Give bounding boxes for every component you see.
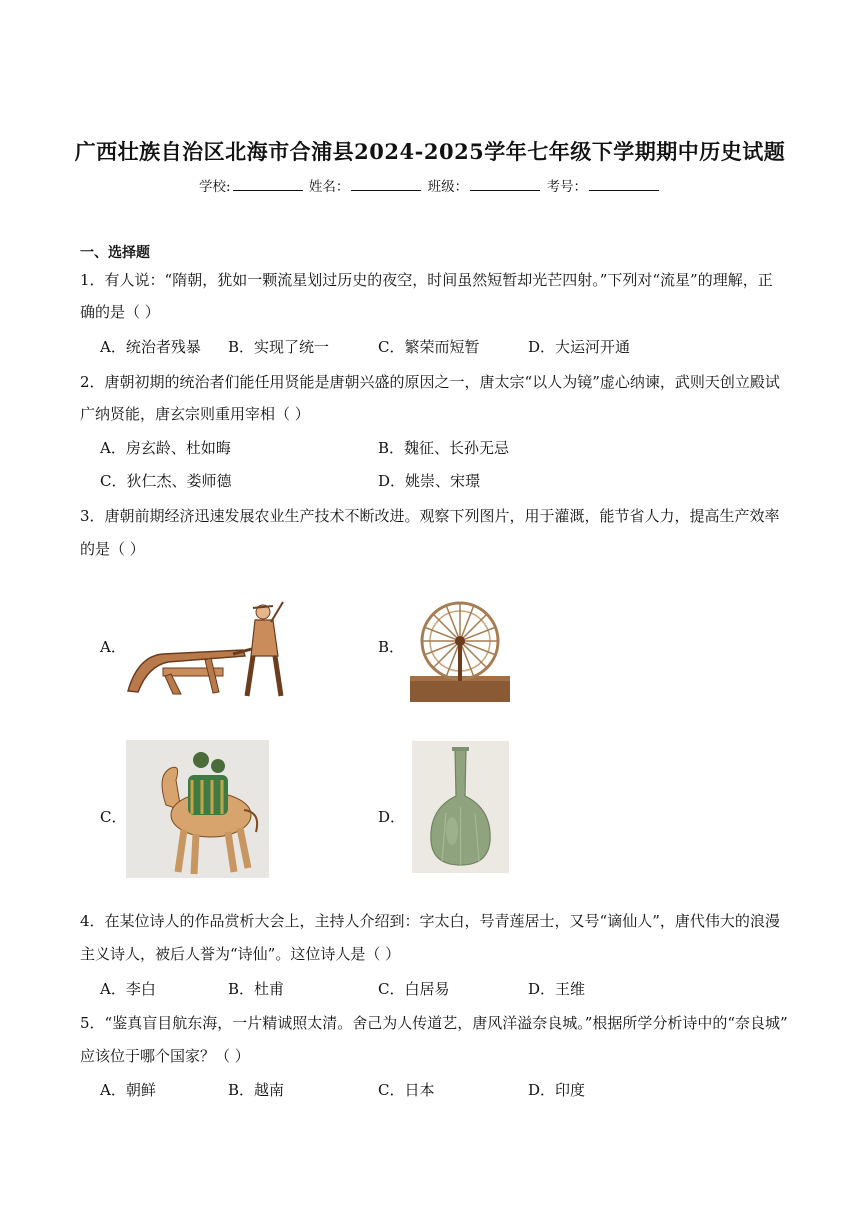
- student-info-line: [0, 175, 860, 195]
- question-4-option-b[interactable]: B．杜甫: [228, 980, 285, 998]
- question-4-option-c[interactable]: C．白居易: [378, 980, 450, 998]
- question-5-option-c[interactable]: C．日本: [378, 1081, 435, 1099]
- school-label: 学校:: [199, 179, 231, 195]
- question-2-option-c[interactable]: C．狄仁杰、娄师德: [100, 472, 232, 490]
- celadon-vase-image: [412, 741, 509, 873]
- question-3-option-b[interactable]: B．: [378, 638, 405, 656]
- question-2-option-a[interactable]: A．房玄龄、杜如晦: [100, 439, 231, 457]
- class-label: 班级：: [427, 179, 469, 195]
- question-4-option-d[interactable]: D．王维: [528, 980, 586, 998]
- tricolor-camel-image: [126, 740, 269, 878]
- section-heading: 一、选择题: [80, 245, 150, 261]
- school-blank[interactable]: [233, 178, 303, 191]
- question-5-option-a[interactable]: A．朝鲜: [100, 1081, 156, 1099]
- question-1-line-2: 确的是（ ）: [80, 303, 160, 321]
- question-1-option-a[interactable]: A．统治者残暴: [100, 338, 201, 356]
- question-2-option-b[interactable]: B．魏征、长孙无忌: [378, 439, 510, 457]
- question-3-option-c[interactable]: C．: [100, 808, 127, 826]
- question-5-option-d[interactable]: D．印度: [528, 1081, 586, 1099]
- question-2-option-d[interactable]: D．姚崇、宋璟: [378, 472, 481, 490]
- question-2-line-2: 广纳贤能，唐玄宗则重用宰相（ ）: [80, 405, 310, 423]
- question-1-option-d[interactable]: D．大运河开通: [528, 338, 631, 356]
- question-4-line-1: 4．在某位诗人的作品赏析大会上，主持人介绍到：字太白，号青莲居士，又号“谪仙人”，唐代伟大的浪漫: [80, 912, 780, 930]
- question-3-option-d[interactable]: D．: [378, 808, 406, 826]
- question-2-line-1: 2．唐朝初期的统治者们能任用贤能是唐朝兴盛的原因之一，唐太宗“以人为镜”虚心纳谏，武则天创立殿试: [80, 373, 780, 391]
- waterwheel-image: [410, 596, 510, 702]
- question-5-line-2: 应该位于哪个国家？（ ）: [80, 1047, 250, 1065]
- question-3-option-a[interactable]: A．: [100, 638, 126, 656]
- question-5-option-b[interactable]: B．越南: [228, 1081, 285, 1099]
- question-1-line-1: 1．有人说：“隋朝，犹如一颗流星划过历史的夜空，时间虽然短暂却光芒四射。”下列对“流星”的理解，正: [80, 271, 773, 289]
- question-3-line-1: 3．唐朝前期经济迅速发展农业生产技术不断改进。观察下列图片，用于灌溉，能节省人力，提高生产效率: [80, 507, 780, 525]
- exam-number-label: 考号：: [546, 179, 587, 195]
- question-3-line-2: 的是（ ）: [80, 540, 145, 558]
- question-5-line-1: 5．“鉴真盲目航东海，一片精诚照太清。舍己为人传道艺，唐风洋溢奈良城。”根据所学分析诗中的“奈良城”: [80, 1014, 788, 1032]
- page-title: 广西壮族自治区北海市合浦县2024-2025学年七年级下学期期中历史试题: [74, 139, 786, 164]
- question-4-line-2: 主义诗人，被后人誉为“诗仙”。这位诗人是（ ）: [80, 945, 401, 963]
- plough-image: [123, 596, 288, 702]
- exam-number-blank[interactable]: [589, 178, 659, 191]
- name-blank[interactable]: [351, 178, 421, 191]
- question-1-option-b[interactable]: B．实现了统一: [228, 338, 330, 356]
- class-blank[interactable]: [470, 178, 540, 191]
- question-1-option-c[interactable]: C．繁荣而短暂: [378, 338, 480, 356]
- question-4-option-a[interactable]: A．李白: [100, 980, 156, 998]
- name-label: 姓名：: [308, 179, 350, 195]
